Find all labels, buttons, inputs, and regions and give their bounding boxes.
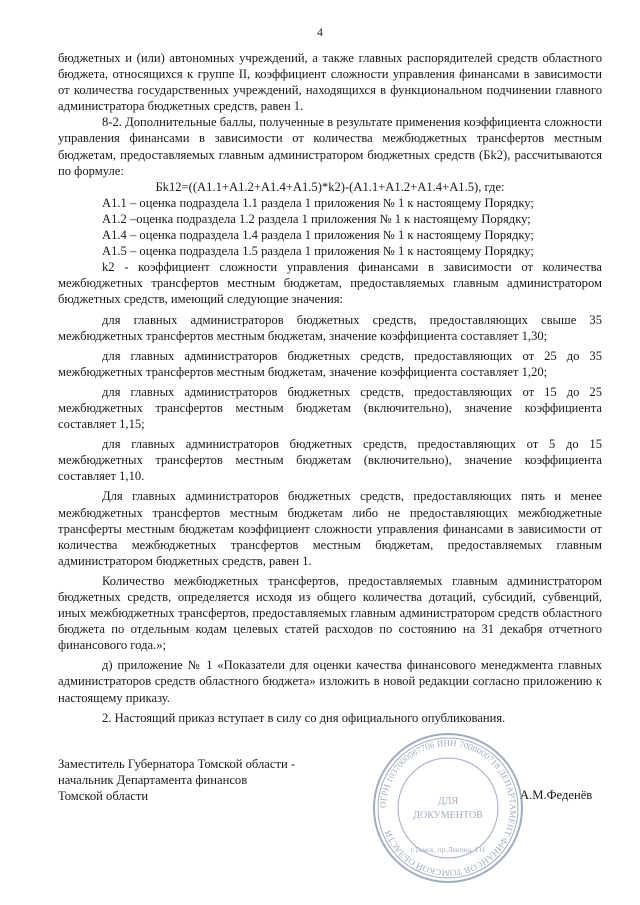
signatory-title-line2: начальник Департамента финансов [58,773,248,788]
stamp-center-line1: ДЛЯ [437,796,459,807]
coefficient-over-35: для главных администраторов бюджетных средств, предоставляющих свыше 35 межбюджетных трансфертов местным бюджетам, значение коэффициента составляет 1,30; [58,312,602,343]
coefficient-5-15: для главных администраторов бюджетных средств, предоставляющих от 5 до 15 межбюджетных трансфертов местным бюджетам (включительно), значение коэффициента составляет 1,10. [58,437,602,484]
signatory-name: А.М.Феденёв [520,788,593,802]
stamp-ring-text: ОГРН 1037000087706 ИНН 7000000718 ДЕПАРТАМЕНТ ФИНАНСОВ ТОМСКОЙ ОБЛАСТИ [377,737,519,879]
definition-a11: А1.1 – оценка подраздела 1.1 раздела 1 приложения № 1 к настоящему Порядку; [102,195,534,210]
paragraph-continuation: бюджетных и (или) автономных учреждений, а также главных распорядителей средств областного бюджета, относящихся к группе II, коэффициент сложности управления финансами в зависимости от количества государственных учреждений, находящихся в функциональном подчинении главного администратора бюджетных средств, равен 1. [58,51,602,114]
stamp-bottom-text: г.Томск, пр.Ленина, 111 [410,845,486,854]
transfer-count-rule: Количество межбюджетных трансфертов, предоставляемых главным администратором бюджетных средств, определяется исходя из общего количества дотаций, субсидий, субвенций, иных межбюджетных трансфертов, предоставляемых главным администратором средств областного бюджета по отдельным кодам целевых статей расходов по состоянию на 31 декабря отчетного финансового года.»; [58,573,602,653]
definition-a14: А1.4 – оценка подраздела 1.4 раздела 1 приложения № 1 к настоящему Порядку; [102,228,534,243]
item-2-effective: 2. Настоящий приказ вступает в силу со дня официального опубликования. [102,710,506,725]
coefficient-25-35: для главных администраторов бюджетных средств, предоставляющих от 25 до 35 межбюджетных трансфертов местным бюджетам, значение коэффициента составляет 1,20; [58,348,602,379]
coefficient-five-or-less: Для главных администраторов бюджетных средств, предоставляющих пять и менее межбюджетных трансфертов местным бюджетам либо не предоставляющих межбюджетные трансферты местным бюджетам коэффициент сложности управления финансами в зависимости от количества межбюджетных трансфертов местным бюджетам, предоставляемых главным администратором бюджетных средств, равен 1. [58,489,602,568]
coefficient-15-25: для главных администраторов бюджетных средств, предоставляющих от 15 до 25 межбюджетных трансфертов местным бюджетам (включительно), значение коэффициента составляет 1,15; [58,384,602,432]
formula: Бk12=((А1.1+А1.2+А1.4+А1.5)*k2)-(А1.1+А1.2+А1.4+А1.5), где: [155,179,505,194]
signatory-title-line1: Заместитель Губернатора Томской области - [58,757,296,771]
definition-k2: k2 - коэффициент сложности управления финансами в зависимости от количества межбюджетных трансфертов местным бюджетам, предоставляемых главным администратором бюджетных средств, имеющий следующие значения: [58,260,602,307]
signatory-title-line3: Томской области [58,789,149,804]
item-d-appendix: д) приложение № 1 «Показатели для оценки качества финансового менеджмента главных администраторов средств областного бюджета» изложить в новой редакции согласно приложению к настоящему приказу. [58,658,602,705]
stamp-center-line2: ДОКУМЕНТОВ [413,810,483,821]
official-stamp [368,728,528,888]
paragraph-8-2: 8-2. Дополнительные баллы, полученные в результате применения коэффициента сложности управления финансами в зависимости от количества межбюджетных трансфертов местным бюджетам, предоставляемых главным администратором бюджетных средств (Бk2), рассчитываются по формуле: [58,115,602,178]
definition-a12: А1.2 –оценка подраздела 1.2 раздела 1 приложения № 1 к настоящему Порядку; [102,211,531,226]
page-number: 4 [317,25,323,39]
definition-a15: А1.5 – оценка подраздела 1.5 раздела 1 приложения № 1 к настоящему Порядку; [102,244,534,259]
document-body [58,50,602,726]
